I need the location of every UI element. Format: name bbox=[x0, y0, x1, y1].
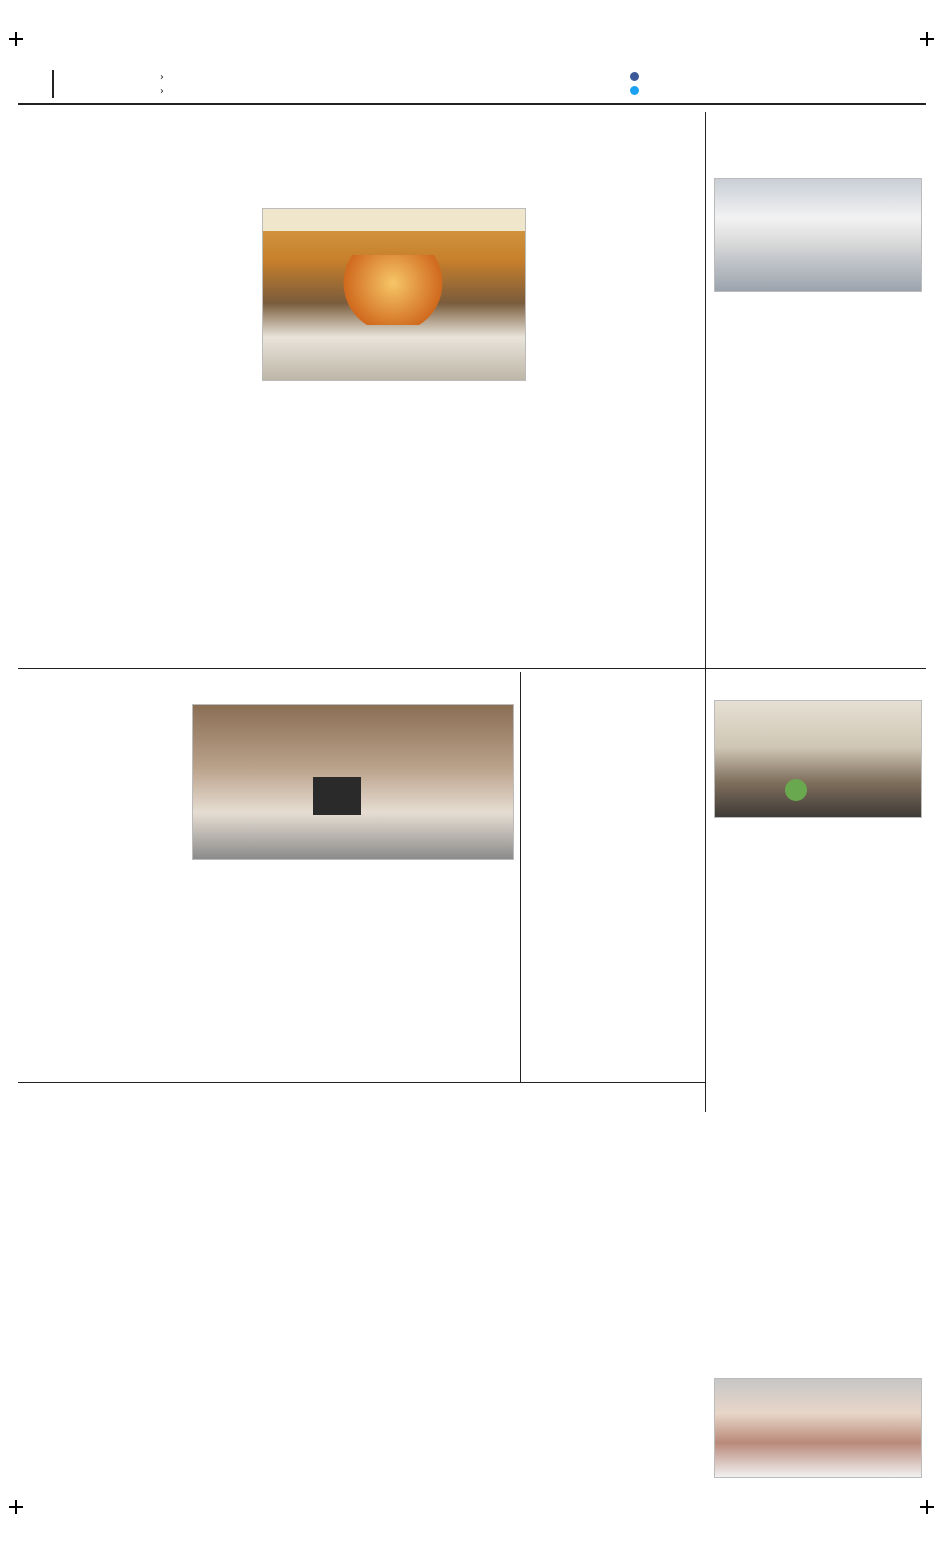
buddha-stage-photo bbox=[192, 704, 514, 860]
suguna-pledge-photo bbox=[714, 1378, 922, 1478]
buddha-text3 bbox=[354, 866, 514, 1076]
seeds-distribution-photo bbox=[714, 700, 922, 818]
epaper-link[interactable]: › bbox=[160, 86, 164, 97]
facebook-link[interactable] bbox=[630, 72, 639, 83]
twitter-icon bbox=[630, 86, 639, 95]
website-link[interactable]: › bbox=[160, 72, 164, 83]
registration-mark-top-right bbox=[920, 32, 934, 46]
vedic-text2 bbox=[262, 388, 526, 660]
suguna-text bbox=[712, 1160, 924, 1374]
buddha-text1 bbox=[26, 706, 188, 1076]
buddha-text2 bbox=[192, 866, 348, 1076]
facebook-icon bbox=[630, 72, 639, 81]
vedic-group-photo bbox=[262, 208, 526, 381]
vedic-text3 bbox=[534, 208, 698, 660]
rajiv-tribute-photo bbox=[714, 178, 922, 292]
bovi-text bbox=[528, 732, 700, 1074]
registration-mark-top-left bbox=[9, 32, 23, 46]
registration-mark-bottom-right bbox=[920, 1500, 934, 1514]
vedic-lead bbox=[26, 208, 251, 660]
seeds-text bbox=[712, 822, 924, 1080]
twitter-link[interactable] bbox=[630, 86, 639, 97]
registration-mark-bottom-left bbox=[9, 1500, 23, 1514]
rajiv-text bbox=[712, 296, 924, 664]
